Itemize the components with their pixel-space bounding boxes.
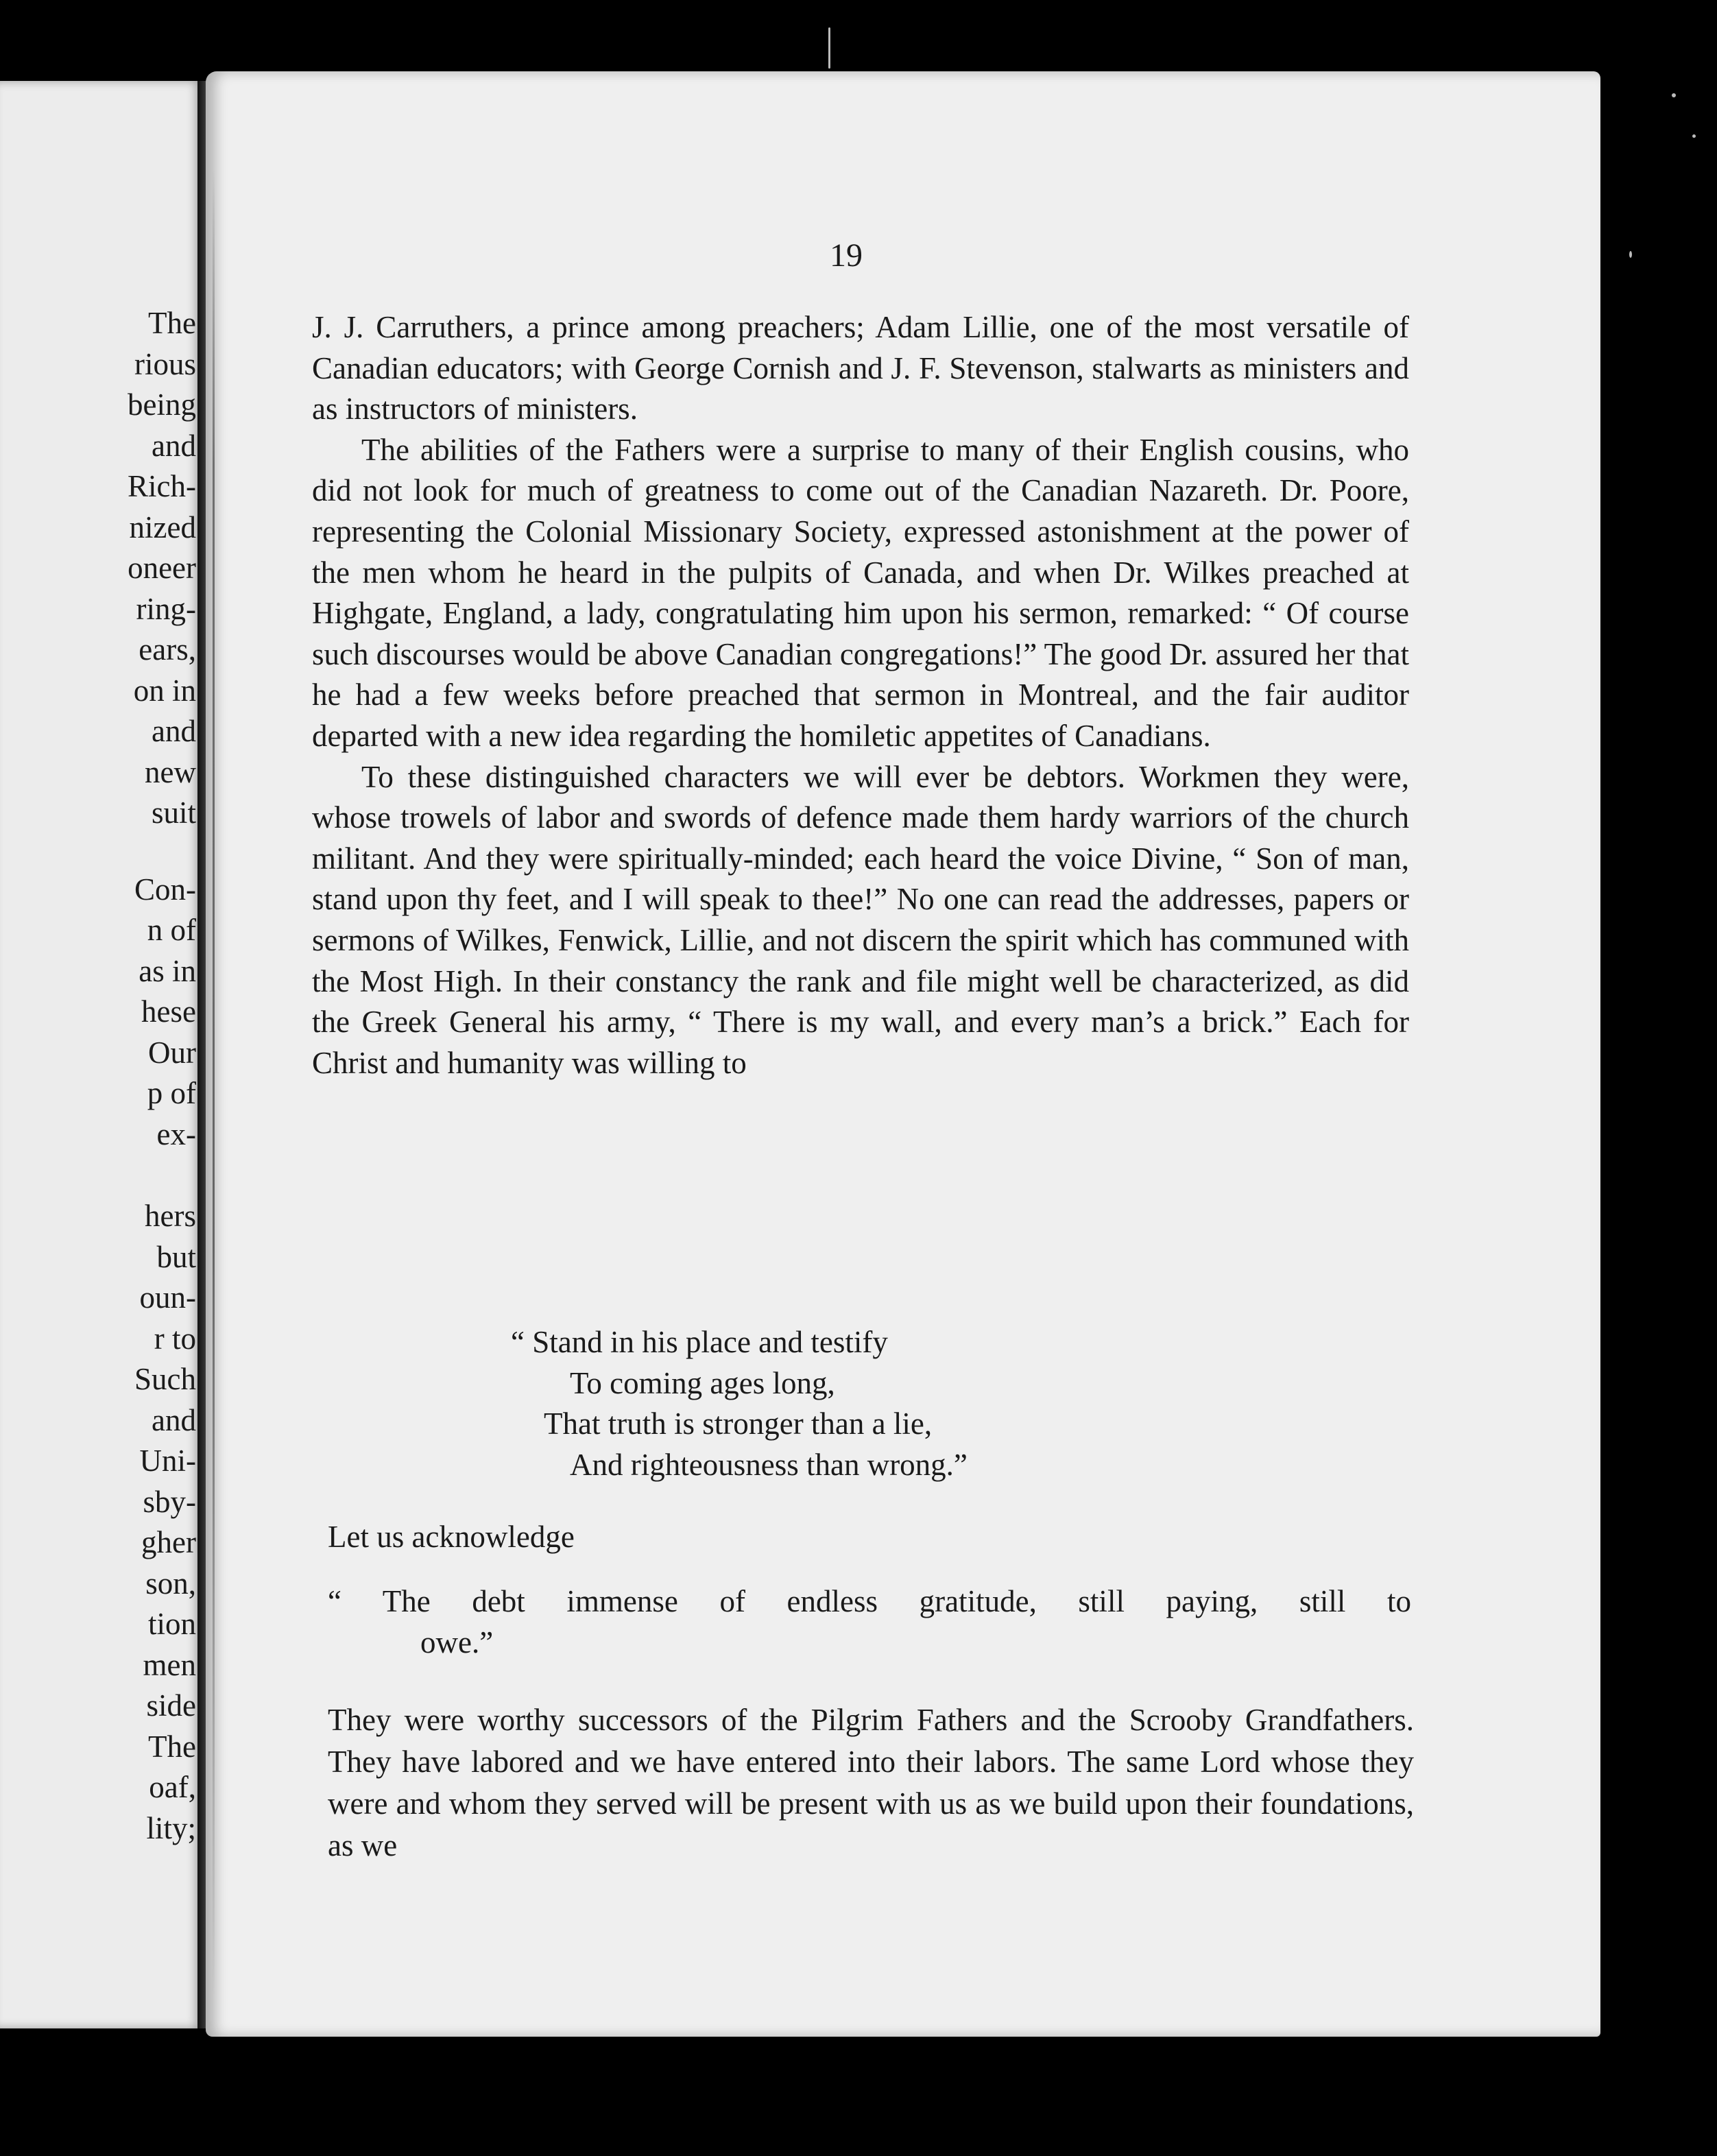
- quote-block: [328, 1581, 1411, 1663]
- left-fragment: Uni-: [139, 1444, 196, 1478]
- left-fragment: side: [146, 1688, 196, 1723]
- left-fragment: ex-: [156, 1116, 196, 1151]
- body-text: [312, 307, 1409, 1083]
- left-fragment: new: [145, 754, 196, 789]
- left-page-text-fragments: [18, 303, 196, 1849]
- left-fragment: tion: [147, 1607, 196, 1641]
- left-fragment: oaf,: [149, 1770, 196, 1804]
- quote-line: owe.”: [420, 1625, 494, 1660]
- left-fragment: and: [152, 1402, 196, 1437]
- left-fragment: on in: [133, 673, 196, 708]
- verse-line: That truth is stronger than a lie,: [544, 1406, 933, 1441]
- verse-line: And righteousness than wrong.”: [570, 1447, 968, 1482]
- verse-line: To coming ages long,: [570, 1365, 835, 1400]
- left-fragment: being: [128, 387, 196, 422]
- left-fragment: and: [152, 714, 196, 748]
- left-fragment: The: [148, 306, 196, 340]
- left-fragment: ears,: [139, 632, 196, 667]
- left-fragment: n of: [147, 913, 196, 947]
- left-fragment: as in: [139, 953, 196, 988]
- quote-line: “ The debt immense of endless gratitude, still paying, still to: [328, 1584, 1411, 1618]
- left-fragment: men: [143, 1647, 196, 1682]
- left-fragment: oneer: [128, 551, 196, 585]
- dust-speck: [828, 27, 830, 69]
- left-fragment: lity;: [146, 1810, 196, 1845]
- left-fragment: and: [152, 428, 196, 463]
- left-fragment: The: [148, 1729, 196, 1764]
- left-fragment: p of: [147, 1076, 196, 1110]
- gutter-line: [213, 71, 215, 2037]
- acknowledge-line: Let us acknowledge: [328, 1520, 575, 1554]
- left-fragment: nized: [129, 510, 196, 544]
- left-fragment: ring-: [136, 591, 196, 626]
- left-fragment: sby-: [143, 1484, 196, 1519]
- left-fragment: rious: [134, 346, 196, 381]
- left-fragment: Con-: [134, 872, 196, 907]
- left-fragment: hese: [141, 994, 196, 1029]
- left-fragment: r to: [154, 1321, 196, 1356]
- verse-line: “ Stand in his place and testify: [511, 1325, 888, 1359]
- left-fragment: Rich-: [128, 469, 196, 503]
- dust-speck: [1629, 251, 1632, 258]
- left-fragment: son,: [145, 1566, 196, 1601]
- left-fragment: suit: [151, 795, 196, 830]
- final-paragraph: They were worthy successors of the Pilgrim Fathers and the Scrooby Grandfathers. They have labored and we have entered into their labors. The same Lord whose they were and whom they served will be present with us as we build upon their foundations, as we: [328, 1703, 1414, 1862]
- left-fragment: hers: [145, 1199, 196, 1233]
- left-page: [0, 81, 203, 2028]
- left-fragment: but: [156, 1239, 196, 1274]
- paragraph: The abilities of the Fathers were a surprise to many of their English cousins, who did not look for much of greatness to come out of the Canadian Nazareth. Dr. Poore, representing the Colonial Missionary Society, expressed astonishment at the power of the men whom he heard in the pulpits of Canada, and when Dr. Wilkes preached at Highgate, England, a lady, congratulating him upon his sermon, remarked: “ Of course such discourses would be above Canadian congregations!” The good Dr. assured her that he had a few weeks before preached that sermon in Montreal, and the fair auditor departed with a new idea regarding the homiletic appetites of Canadians.: [312, 432, 1409, 753]
- dust-speck: [1672, 93, 1676, 97]
- dust-speck: [1692, 134, 1696, 138]
- left-fragment: oun-: [139, 1280, 196, 1315]
- left-fragment: gher: [141, 1525, 196, 1559]
- page-number: 19: [830, 237, 863, 274]
- paragraph: J. J. Carruthers, a prince among preachers; Adam Lillie, one of the most versatile of Canadian educators; with George Cornish and J. F. Stevenson, stalwarts as ministers and as instructors of ministers.: [312, 310, 1409, 427]
- left-fragment: Our: [148, 1035, 196, 1070]
- paragraph: To these distinguished characters we will ever be debtors. Workmen they were, whose trowels of labor and swords of defence made them hardy warriors of the church militant. And they were spiritually-minded; each heard the voice Divine, “ Son of man, stand upon thy feet, and I will speak to thee!” No one can read the addresses, papers or sermons of Wilkes, Fenwick, Lillie, and not discern the spirit which has communed with the Most High. In their constancy the rank and file might well be characterized, as did the Greek General his army, “ There is my wall, and every man’s a brick.” Each for Christ and humanity was willing to: [312, 759, 1409, 1080]
- left-fragment: Such: [134, 1362, 196, 1396]
- verse-block: [511, 1322, 968, 1485]
